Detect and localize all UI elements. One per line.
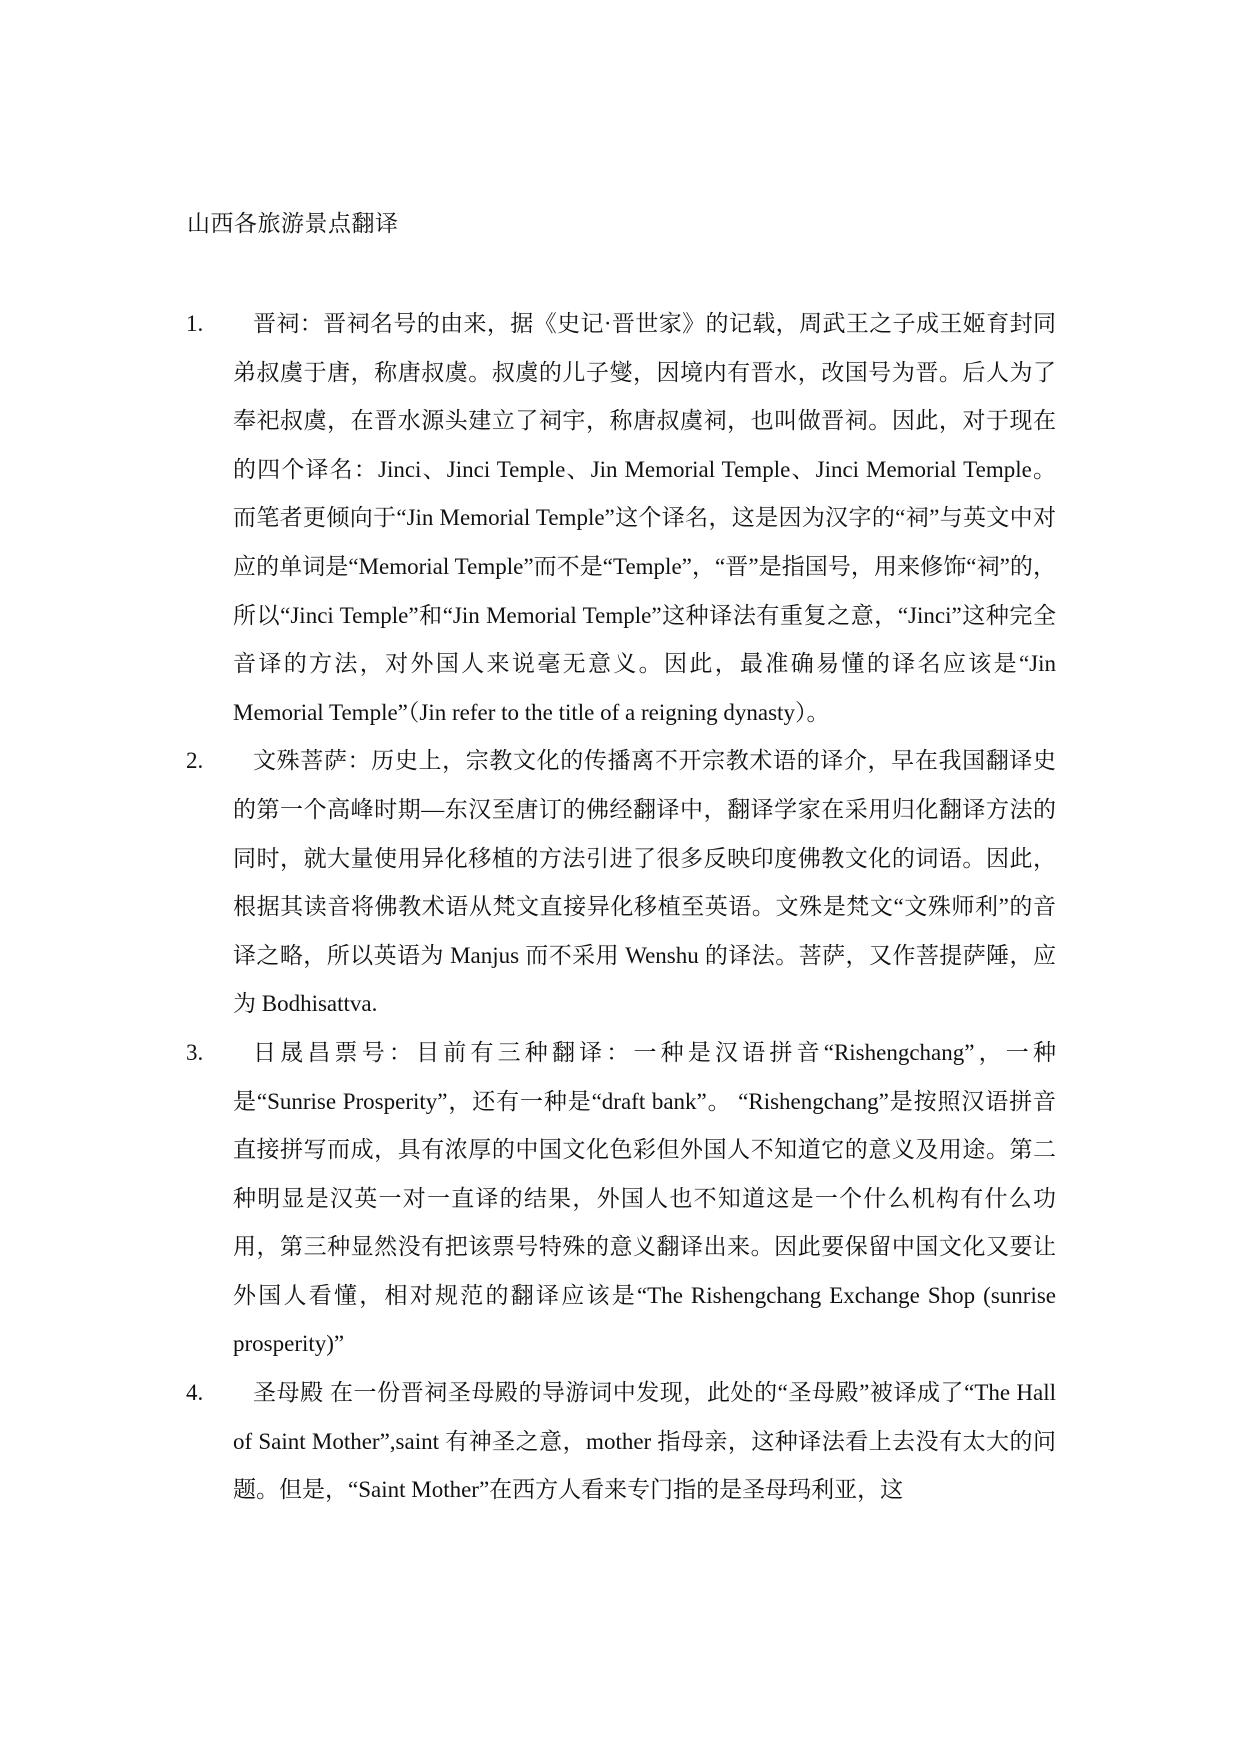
item-text: 文殊菩萨：历史上，宗教文化的传播离不开宗教术语的译介，早在我国翻译史的第一个高峰时期—东汉至唐订的佛经翻译中，翻译学家在采用归化翻译方法的同时，就大量使用异化移植的方法引进了很多反映印度佛教文化的词语。因此，根据其读音将佛教术语从梵文直接异化移植至英语。文殊是梵文“文殊师利”的音译之略，所以英语为 Manjus 而不采用 Wenshu 的译法。菩萨，又作菩提萨陲，应为 Bodhisattva. bbox=[233, 748, 1056, 1017]
item-number: 4. bbox=[186, 1380, 204, 1406]
item-list bbox=[186, 300, 1056, 1515]
item-number: 3. bbox=[186, 1039, 204, 1065]
item-text: 圣母殿 在一份晋祠圣母殿的导游词中发现，此处的“圣母殿”被译成了“The Hall of Saint Mother”,saint 有神圣之意，mother 指母亲，这种译法看上去没有太大的问题。但是，“Saint Mother”在西方人看来专门指的是圣母玛利亚，这 bbox=[233, 1380, 1056, 1503]
document-title: 山西各旅游景点翻译 bbox=[187, 211, 399, 236]
list-item bbox=[186, 1369, 1056, 1515]
list-item bbox=[186, 300, 1056, 737]
list-item bbox=[186, 737, 1056, 1029]
list-item bbox=[186, 1029, 1056, 1369]
item-number: 2. bbox=[186, 748, 204, 774]
item-number: 1. bbox=[186, 311, 204, 336]
item-text: 日晟昌票号：目前有三种翻译：一种是汉语拼音“Rishengchang”，一种是“Sunrise Prosperity”，还有一种是“draft bank”。 “Rishengchang”是按照汉语拼音直接拼写而成，具有浓厚的中国文化色彩但外国人不知道它的意义及用途。第二种明显是汉英一对一直译的结果，外国人也不知道这是一个什么机构有什么功用，第三种显然没有把该票号特殊的意义翻译出来。因此要保留中国文化又要让外国人看懂，相对规范的翻译应该是“The Rishengchang Exchange Shop (sunrise prosperity)” bbox=[233, 1039, 1056, 1357]
item-text: 晋祠：晋祠名号的由来，据《史记·晋世家》的记载，周武王之子成王姬育封同弟叔虞于唐，称唐叔虞。叔虞的儿子燮，因境内有晋水，改国号为晋。后人为了奉祀叔虞，在晋水源头建立了祠宇，称唐叔虞祠，也叫做晋祠。因此，对于现在的四个译名：Jinci、Jinci Temple、Jin Memorial Temple、Jinci Memorial Temple。而笔者更倾向于“Jin Memorial Temple”这个译名，这是因为汉字的“祠”与英文中对应的单词是“Memorial Temple”而不是“Temple”，“晋”是指国号，用来修饰“祠”的，所以“Jinci Temple”和“Jin Memorial Temple”这种译法有重复之意，“Jinci”这种完全音译的方法，对外国人来说毫无意义。因此，最准确易懂的译名应该是“Jin Memorial Temple”（Jin refer to the title of a reigning dynasty）。 bbox=[233, 311, 1056, 725]
